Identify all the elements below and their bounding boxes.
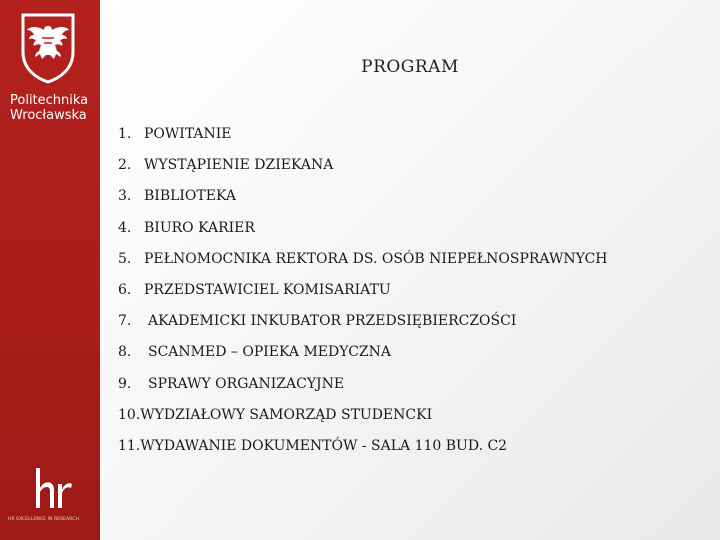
- agenda-item: [118, 126, 608, 157]
- agenda-item-text: BIURO KARIER: [144, 219, 255, 236]
- hr-excellence-logo-icon: [30, 466, 74, 510]
- agenda-item: [118, 344, 608, 375]
- agenda-item-number: 8.: [118, 344, 132, 361]
- agenda-item-text: AKADEMICKI INKUBATOR PRZEDSIĘBIERCZOŚCI: [148, 313, 517, 330]
- slide-title: PROGRAM: [361, 57, 459, 77]
- agenda-item: [118, 220, 608, 251]
- agenda-item-number: 4.: [118, 219, 132, 236]
- agenda-item-text: SCANMED – OPIEKA MEDYCZNA: [148, 344, 392, 361]
- university-name: [10, 93, 98, 123]
- university-name-line1: Politechnika: [10, 93, 89, 108]
- agenda-item-text: PRZEDSTAWICIEL KOMISARIATU: [144, 281, 391, 298]
- agenda-item-text: POWITANIE: [144, 126, 232, 142]
- agenda-item-number: 1.: [118, 126, 132, 142]
- agenda-list: [118, 126, 608, 469]
- agenda-item-number: 9.: [118, 375, 132, 392]
- agenda-item-number: 10.: [118, 406, 141, 423]
- agenda-item-text: WYSTĄPIENIE DZIEKANA: [144, 157, 334, 174]
- agenda-item-number: 11.: [118, 437, 141, 454]
- agenda-item: [118, 407, 608, 438]
- agenda-item: [118, 438, 608, 469]
- agenda-item-text: BIBLIOTEKA: [144, 188, 236, 205]
- agenda-item: [118, 376, 608, 407]
- agenda-item-number: 2.: [118, 157, 132, 174]
- agenda-item: [118, 188, 608, 219]
- agenda-item-text: SPRAWY ORGANIZACYJNE: [148, 375, 345, 392]
- agenda-item: [118, 157, 608, 188]
- agenda-item-number: 3.: [118, 188, 132, 205]
- agenda-item-text: WYDZIAŁOWY SAMORZĄD STUDENCKI: [140, 406, 433, 423]
- agenda-item-number: 5.: [118, 250, 132, 267]
- agenda-item-text: PEŁNOMOCNIKA REKTORA DS. OSÓB NIEPEŁNOSPRAWNYCH: [144, 250, 608, 267]
- university-crest-icon: [20, 12, 76, 84]
- agenda-item-text: WYDAWANIE DOKUMENTÓW - SALA 110 BUD. C2: [140, 437, 508, 454]
- hr-tagline: HR EXCELLENCE IN RESEARCH: [8, 517, 79, 522]
- agenda-item-number: 6.: [118, 281, 132, 298]
- agenda-item: [118, 251, 608, 282]
- agenda-item: [118, 313, 608, 344]
- brand-sidebar: [0, 0, 100, 540]
- agenda-item-number: 7.: [118, 313, 132, 330]
- university-name-line2: Wrocławska: [10, 108, 87, 123]
- agenda-item: [118, 282, 608, 313]
